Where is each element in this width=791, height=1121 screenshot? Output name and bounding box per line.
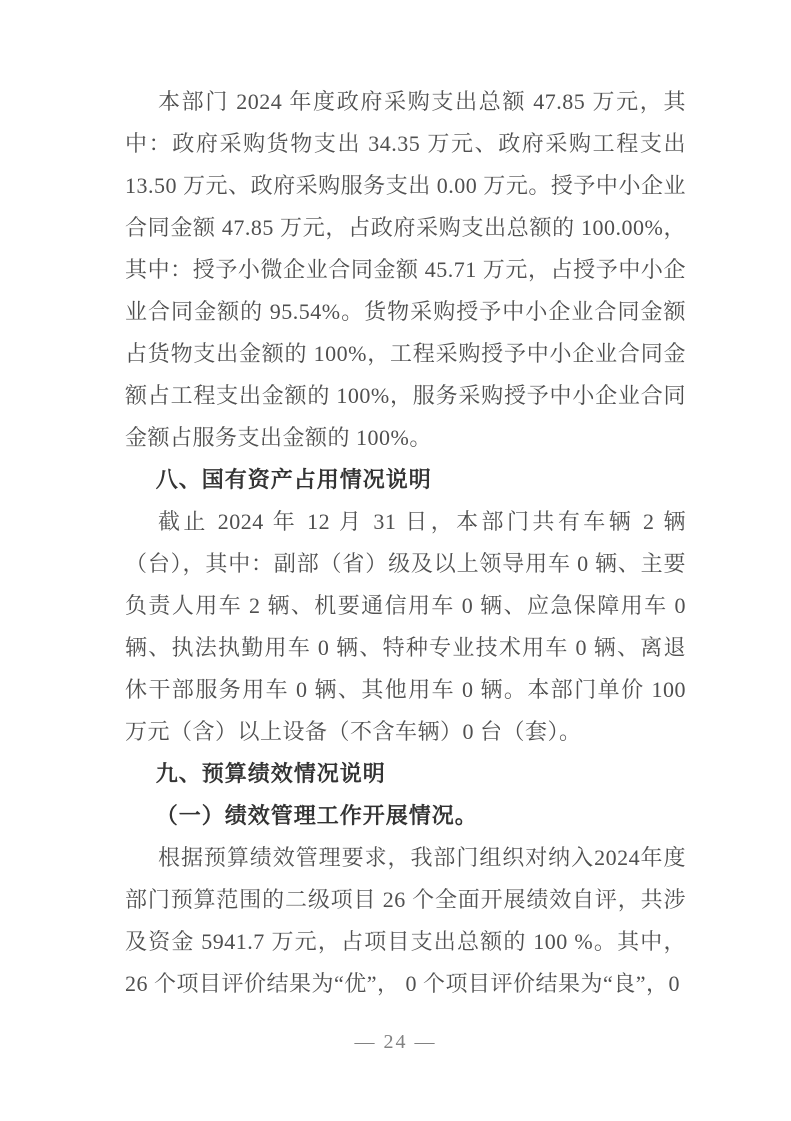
page-number: — 24 —	[354, 1031, 437, 1053]
paragraph-state-assets: 截止 2024 年 12 月 31 日，本部门共有车辆 2 辆（台），其中：副部（省）级及以上领导用车 0 辆、主要负责人用车 2 辆、机要通信用车 0 辆、应急保障用车 0 辆、执法执勤用车 0 辆、特种专业技术用车 0 辆、离退休干部服务用车 0 辆、其他用车 0 辆。本部门单价 100 万元（含）以上设备（不含车辆）0 台（套）。	[125, 509, 686, 744]
page-content	[125, 81, 686, 1005]
heading-section-8-state-assets: 八、国有资产占用情况说明	[155, 467, 432, 492]
paragraph-performance-evaluation: 根据预算绩效管理要求，我部门组织对纳入2024年度部门预算范围的二级项目 26 个全面开展绩效自评，共涉及资金 5941.7 万元，占项目支出总额的 100 %。其中，26 个项目评价结果为“优”， 0 个项目评价结果为“良”，0	[125, 845, 686, 996]
paragraph-government-procurement: 本部门 2024 年度政府采购支出总额 47.85 万元，其中：政府采购货物支出 34.35 万元、政府采购工程支出 13.50 万元、政府采购服务支出 0.00 万元。授予中小企业合同金额 47.85 万元，占政府采购支出总额的 100.00%，其中：授予小微企业合同金额 45.71 万元，占授予中小企业合同金额的 95.54%。货物采购授予中小企业合同金额占货物支出金额的 100%，工程采购授予中小企业合同金额占工程支出金额的 100%，服务采购授予中小企业合同金额占服务支出金额的 100%。	[125, 89, 686, 450]
heading-section-9-budget-performance: 九、预算绩效情况说明	[155, 761, 386, 786]
subheading-performance-management: （一）绩效管理工作开展情况。	[155, 803, 478, 828]
